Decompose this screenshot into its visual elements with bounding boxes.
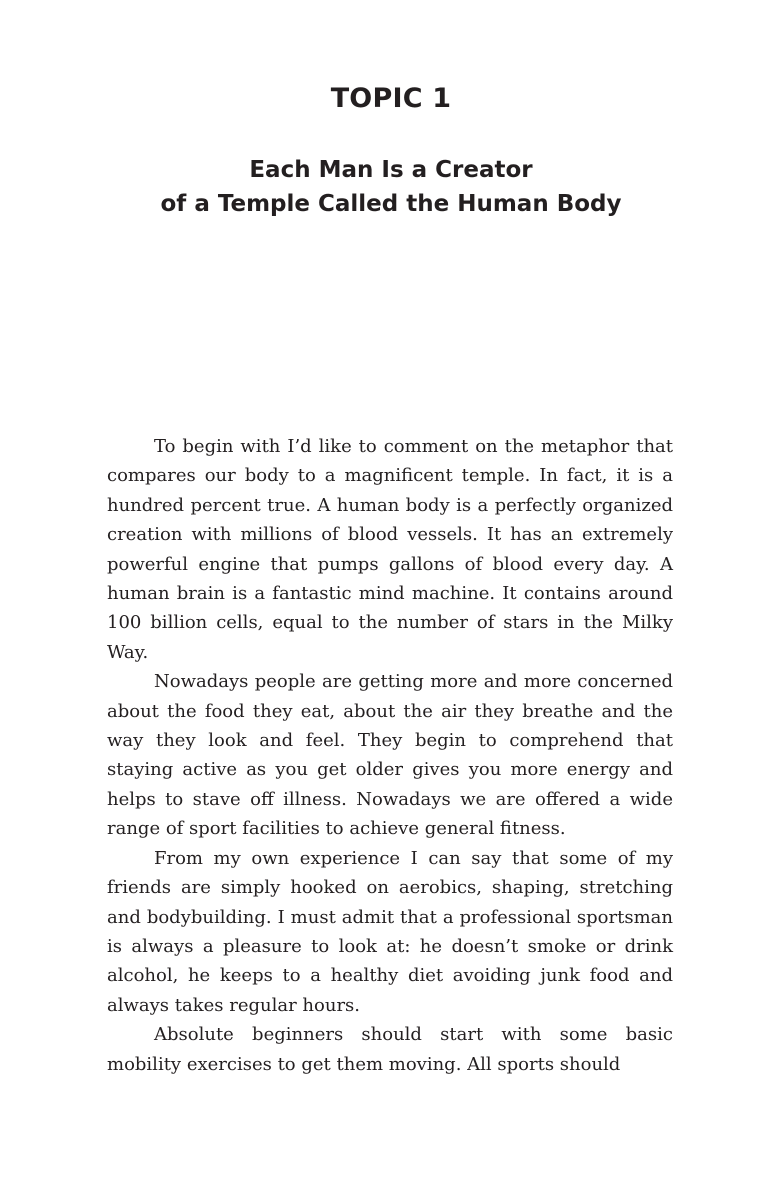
topic-title [0, 153, 768, 221]
paragraph-3: From my own experience I can say that some of my friends are simply hooked on aerobics, shaping, stretching and bodybuilding. I must admit that a professional sportsman is always a pleasure to look at: he doesn’t smoke or drink alcohol, he keeps to a healthy diet avoiding junk food and always takes regular hours. [107, 847, 673, 1016]
body-text [107, 432, 673, 1079]
topic-title-line-2: of a Temple Called the Human Body [160, 191, 622, 217]
paragraph-4: Absolute beginners should start with some basic mobility exercises to get them moving. All sports should [107, 1024, 673, 1075]
paragraph-2: Nowadays people are getting more and more concerned about the food they eat, about the air they breathe and the way they look and feel. They begin to comprehend that staying active as you get older gives you more energy and helps to stave off illness. Nowadays we are offered a wide range of sport facilities to achieve general fitness. [107, 671, 673, 840]
paragraph-1: To begin with I’d like to comment on the metaphor that compares our body to a magnificent temple. In fact, it is a hundred percent true. A human body is a perfectly organized creation with millions of blood vessels. It has an extremely powerful engine that pumps gallons of blood every day. A human brain is a fantastic mind machine. It contains around 100 billion cells, equal to the number of stars in the Milky Way. [107, 436, 673, 663]
topic-title-line-1: Each Man Is a Creator [249, 157, 533, 183]
topic-label: TOPIC 1 [330, 83, 452, 114]
